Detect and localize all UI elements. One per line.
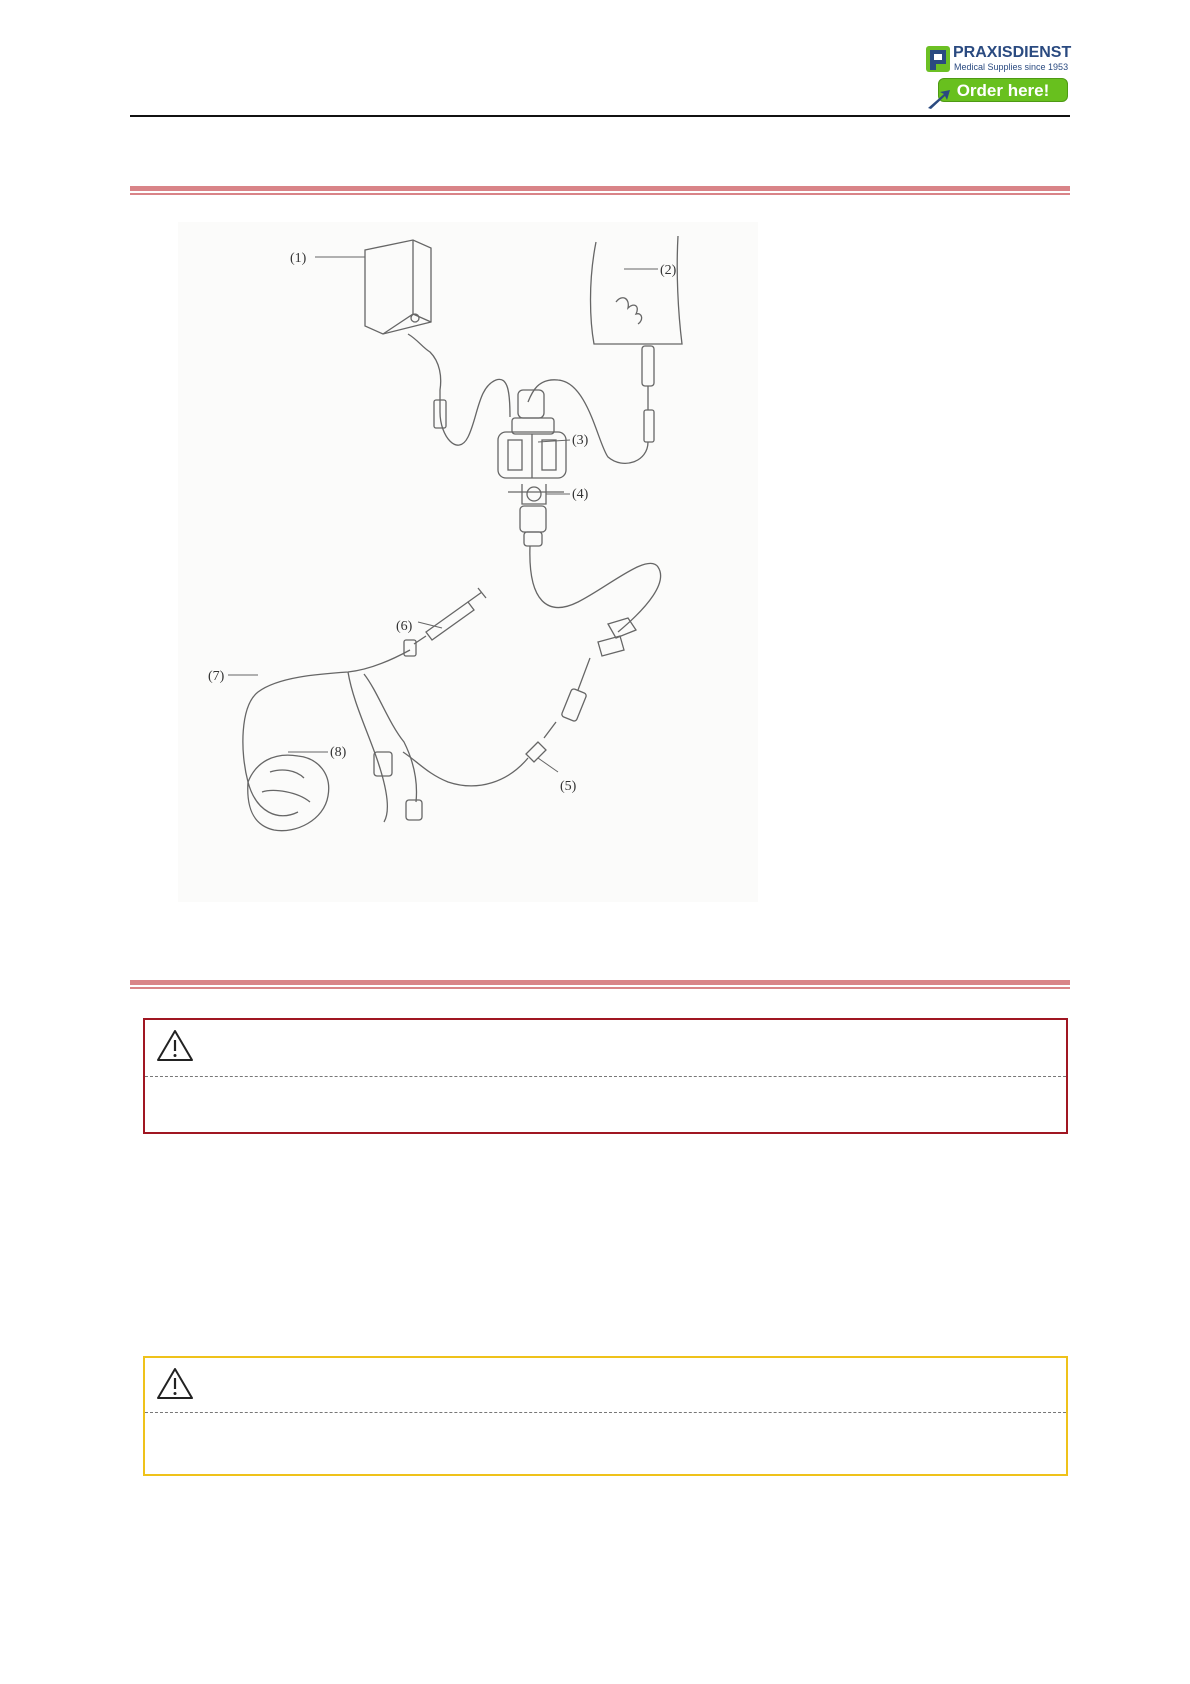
section-rule: [130, 980, 1070, 990]
syringe: [426, 602, 474, 640]
praxisdienst-logo[interactable]: [926, 44, 1070, 106]
monitor-cable: [408, 334, 510, 445]
caution-box: [143, 1356, 1068, 1476]
flush-line: [528, 380, 648, 464]
monitor-device: [365, 240, 431, 334]
system-diagram-drawing: [178, 222, 758, 902]
flush-bag: [591, 236, 683, 344]
caution-divider: [145, 1412, 1066, 1413]
praxisdienst-mark-icon: [926, 46, 950, 72]
figure-label-2: (2): [660, 263, 677, 278]
figure-label-1: (1): [290, 251, 307, 266]
catheter-line: [403, 752, 528, 786]
brand-name: PRAXISDIENST: [953, 44, 1072, 61]
order-here-button[interactable]: Order here!: [938, 78, 1068, 102]
figure-label-7: (7): [208, 669, 225, 684]
header-rule: [130, 115, 1070, 117]
pressure-tubing: [530, 546, 661, 632]
figure-label-3: (3): [572, 433, 589, 448]
system-diagram: [178, 222, 758, 902]
warning-divider: [145, 1076, 1066, 1077]
figure-label-4: (4): [572, 487, 589, 502]
section-rule: [130, 186, 1070, 196]
brand-tagline: Medical Supplies since 1953: [954, 62, 1069, 72]
figure-label-5: (5): [560, 779, 577, 794]
warning-triangle-icon: [156, 1028, 194, 1062]
warning-triangle-icon: [156, 1366, 194, 1400]
cursor-arrow-icon: [926, 88, 952, 110]
figure-label-8: (8): [330, 745, 347, 760]
warning-box: [143, 1018, 1068, 1134]
heart: [248, 755, 329, 831]
figure-label-6: (6): [396, 619, 413, 634]
